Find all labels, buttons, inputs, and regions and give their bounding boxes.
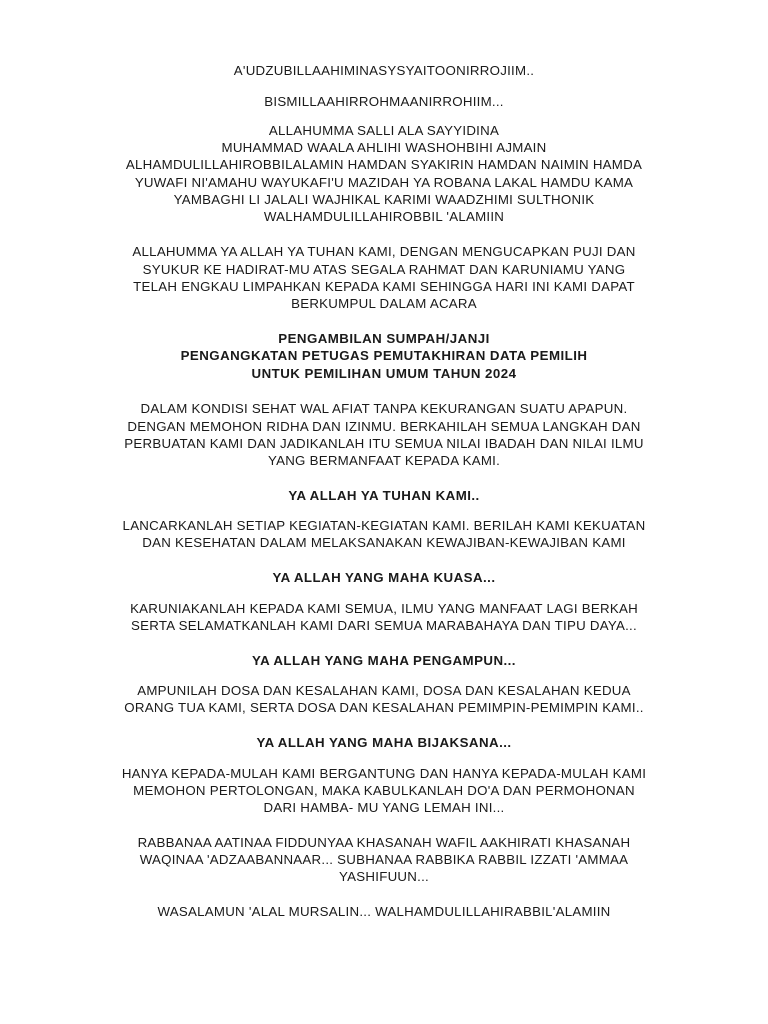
event-title-line: PENGAMBILAN SUMPAH/JANJI — [278, 331, 490, 346]
taawudz-line: A'UDZUBILLAAHIMINASYSYAITOONIRROJIIM.. — [233, 63, 535, 78]
sholawat-line: MUHAMMAD WAALA AHLIHI WASHOHBIHI AJMAIN — [221, 140, 547, 155]
invocation-line: ORANG TUA KAMI, SERTA DOSA DAN KESALAHAN PEMIMPIN-PEMIMPIN KAMI.. — [124, 700, 644, 715]
invocation-line: KARUNIAKANLAH KEPADA KAMI SEMUA, ILMU YANG MANFAAT LAGI BERKAH — [130, 601, 638, 616]
event-title-line: PENGANGKATAN PETUGAS PEMUTAKHIRAN DATA PEMILIH — [180, 348, 588, 363]
closing-prayer-line: WAQINAA 'ADZAABANNAAR... SUBHANAA RABBIKA RABBIL IZZATI 'AMMAA — [139, 852, 629, 867]
basmalah-line: BISMILLAAHIRROHMAANIRROHIIM... — [264, 94, 504, 109]
invocation-heading: YA ALLAH YA TUHAN KAMI.. — [288, 488, 480, 503]
sholawat-line: ALLAHUMMA SALLI ALA SAYYIDINA — [268, 123, 500, 138]
invocation-heading: YA ALLAH YANG MAHA KUASA... — [272, 570, 496, 585]
invocation-heading: YA ALLAH YANG MAHA PENGAMPUN... — [252, 653, 516, 668]
intro-line: BERKUMPUL DALAM ACARA — [291, 296, 477, 311]
sholawat-line: YAMBAGHI LI JALALI WAJHIKAL KARIMI WAADZHIMI SULTHONIK — [173, 192, 595, 207]
intro-line: TELAH ENGKAU LIMPAHKAN KEPADA KAMI SEHINGGA HARI INI KAMI DAPAT — [133, 279, 635, 294]
condition-line: DENGAN MEMOHON RIDHA DAN IZINMU. BERKAHILAH SEMUA LANGKAH DAN — [127, 419, 641, 434]
invocation-line: MEMOHON PERTOLONGAN, MAKA KABULKANLAH DO'A DAN PERMOHONAN — [133, 783, 635, 798]
invocation-line: LANCARKANLAH SETIAP KEGIATAN-KEGIATAN KAMI. BERILAH KAMI KEKUATAN — [122, 518, 646, 533]
invocation-line: AMPUNILAH DOSA DAN KESALAHAN KAMI, DOSA DAN KESALAHAN KEDUA — [137, 683, 631, 698]
invocation-line: SERTA SELAMATKANLAH KAMI DARI SEMUA MARABAHAYA DAN TIPU DAYA... — [131, 618, 637, 633]
salam-line: WASALAMUN 'ALAL MURSALIN... WALHAMDULILLAHIRABBIL'ALAMIIN — [157, 904, 611, 919]
invocation-line: DAN KESEHATAN DALAM MELAKSANAKAN KEWAJIBAN-KEWAJIBAN KAMI — [142, 535, 626, 550]
intro-line: SYUKUR KE HADIRAT-MU ATAS SEGALA RAHMAT DAN KARUNIAMU YANG — [142, 262, 626, 277]
intro-line: ALLAHUMMA YA ALLAH YA TUHAN KAMI, DENGAN MENGUCAPKAN PUJI DAN — [132, 244, 636, 259]
closing-prayer-line: RABBANAA AATINAA FIDDUNYAA KHASANAH WAFIL AAKHIRATI KHASANAH — [137, 835, 631, 850]
invocation-heading: YA ALLAH YANG MAHA BIJAKSANA... — [256, 735, 512, 750]
condition-line: PERBUATAN KAMI DAN JADIKANLAH ITU SEMUA NILAI IBADAH DAN NILAI ILMU — [124, 436, 644, 451]
closing-prayer-line: YASHIFUUN... — [339, 869, 429, 884]
invocation-line: DARI HAMBA- MU YANG LEMAH INI... — [263, 800, 505, 815]
invocation-line: HANYA KEPADA-MULAH KAMI BERGANTUNG DAN HANYA KEPADA-MULAH KAMI — [121, 766, 647, 781]
sholawat-line: WALHAMDULILLAHIROBBIL 'ALAMIIN — [263, 209, 505, 224]
sholawat-line: YUWAFI NI'AMAHU WAYUKAFI'U MAZIDAH YA ROBANA LAKAL HAMDU KAMA — [134, 175, 634, 190]
sholawat-line: ALHAMDULILLAHIROBBILALAMIN HAMDAN SYAKIRIN HAMDAN NAIMIN HAMDA — [125, 157, 643, 172]
condition-line: YANG BERMANFAAT KEPADA KAMI. — [267, 453, 501, 468]
event-title-line: UNTUK PEMILIHAN UMUM TAHUN 2024 — [251, 366, 517, 381]
condition-line: DALAM KONDISI SEHAT WAL AFIAT TANPA KEKURANGAN SUATU APAPUN. — [140, 401, 628, 416]
